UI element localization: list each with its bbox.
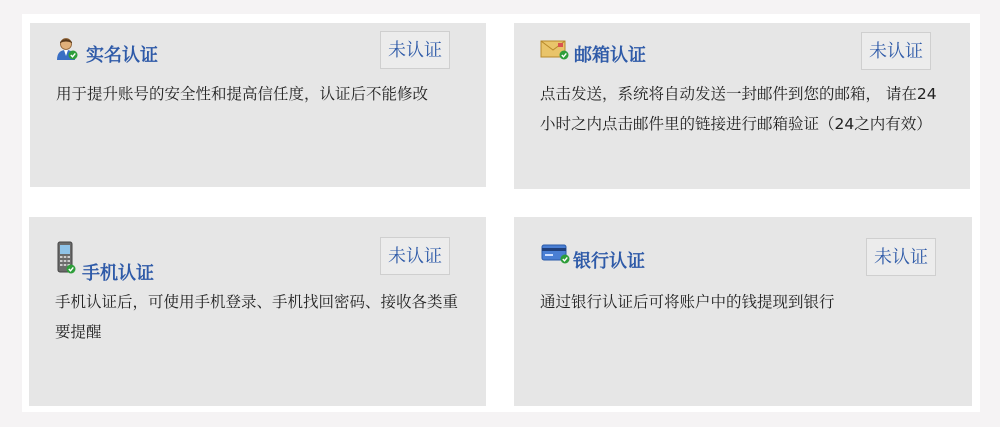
- status-button[interactable]: 未认证: [380, 31, 450, 69]
- envelope-icon: [540, 37, 570, 61]
- status-button[interactable]: 未认证: [380, 237, 450, 275]
- card-bank: [514, 217, 972, 406]
- card-description: 点击发送，系统将自动发送一封邮件到您的邮箱， 请在24小时之内点击邮件里的链接进行邮箱验证（24之内有效）: [540, 85, 937, 133]
- phone-icon: [57, 241, 77, 275]
- status-button[interactable]: 未认证: [866, 238, 936, 276]
- user-icon: [56, 37, 78, 61]
- card-description: 通过银行认证后可将账户中的钱提现到银行: [540, 293, 835, 311]
- card-title: 邮箱认证: [574, 45, 646, 66]
- card-title: 手机认证: [82, 263, 154, 284]
- card-title: 银行认证: [573, 251, 645, 272]
- card-phone: [29, 217, 486, 406]
- bank-card-icon: [541, 243, 571, 265]
- status-button[interactable]: 未认证: [861, 32, 931, 70]
- card-description: 用于提升账号的安全性和提高信任度，认证后不能修改: [56, 85, 429, 103]
- card-title: 实名认证: [86, 45, 158, 66]
- card-real-name: [30, 23, 486, 187]
- card-description: 手机认证后，可使用手机登录、手机找回密码、接收各类重要提醒: [55, 293, 459, 341]
- card-email: [514, 23, 970, 189]
